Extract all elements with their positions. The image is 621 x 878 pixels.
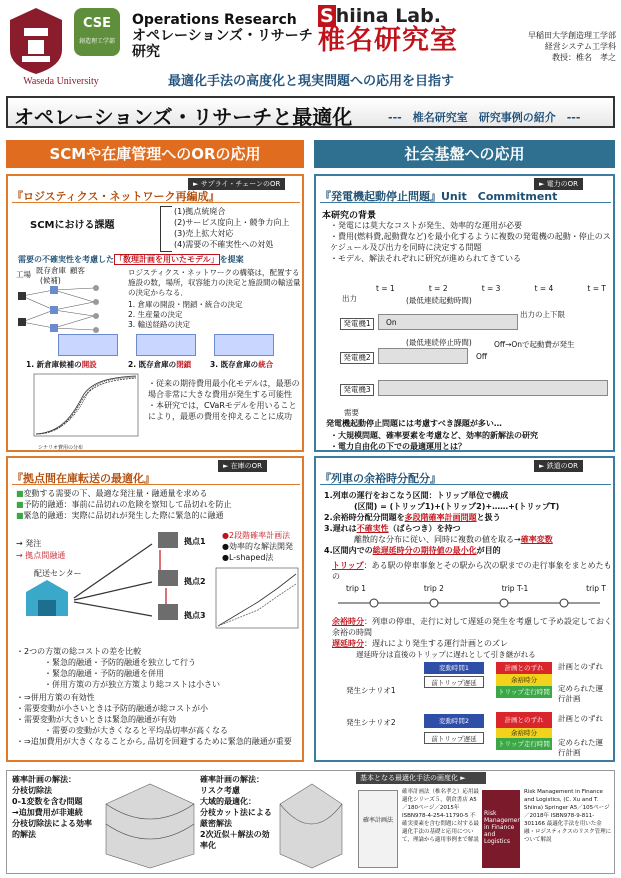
stage-1-diagram <box>58 334 118 356</box>
tt-trip-def-text: ：ある駅の停車事象とその駅から次の駅までの走行事象をまとめたもの <box>332 561 612 581</box>
inventory-compare <box>16 646 302 690</box>
tt-delay-note: 遅延時分は直後のトリップに遅れとして引き継がれる <box>356 650 536 659</box>
tt-key-uncertain: 不確実性 <box>356 524 389 533</box>
bottom-left-2 <box>200 774 272 851</box>
compare-1: ・ 2つの方策の総コストの差を比較 <box>16 646 302 657</box>
lab-en-rest: hiina Lab. <box>335 5 441 27</box>
bl1-head: 確率計画の解法： <box>12 775 76 784</box>
inventory-title: 『拠点間在庫転送の最適化』 <box>12 472 155 485</box>
uc-time-axis <box>376 284 606 294</box>
tt-slack-1: 余裕時分 <box>496 674 552 686</box>
bl2-4: 2次近似＋解法の効率化 <box>200 830 270 850</box>
cost-distribution-graph <box>24 372 142 446</box>
uc-tag: ► 電力のOR <box>534 178 583 190</box>
tt-delay-def <box>332 638 612 649</box>
waseda-label: Waseda University <box>23 76 99 87</box>
logistics-tag-text: サプライ・チェーンのOR <box>200 180 281 188</box>
tt-delay-2-box: 変動時間2 <box>424 714 484 728</box>
tt-delay-text: ：遅れにより発生する運行計画とのズレ <box>364 639 508 648</box>
tt-trip-run-1: トリップ走行時間 <box>496 686 552 698</box>
method-2: ●効率的な解法開発 <box>222 542 293 551</box>
logistics-title: 『ロジスティクス・ネットワーク再編成』 <box>12 190 220 203</box>
bl2-head: 確率計画の解法： <box>200 775 264 784</box>
issue-1: (1)拠点統廃合 <box>174 207 226 216</box>
tt-key-multistage-post: と扱う <box>476 513 501 522</box>
tt-slack-2: 余裕時分 <box>496 728 552 738</box>
tt-slack-text: ：列車の停車、走行に対して遅延の発生を考慮して予め設定しておく余裕の時間 <box>332 617 612 637</box>
tt-plan-gap-label-2: 計画とのずれ <box>558 714 603 723</box>
tt-trip-2: trip 2 <box>423 584 444 593</box>
book-2-info: Risk Management in Finance and Logistics, (C. Xu and T. Shiina) Springer A5／105ページ／2018年 ISBN978-9-811-301166 最適化手法を用いた金融・ロジスティクスのリスク管理について解説 <box>524 789 612 843</box>
uc-output-label: 出力 <box>342 294 357 303</box>
cse-label: CSE <box>82 16 112 31</box>
transfer-arrows <box>72 528 172 622</box>
lab-name-en <box>318 6 508 26</box>
decisions <box>128 300 243 330</box>
network-diagram <box>14 284 114 334</box>
tt-item-2-pre: 2.余裕時分配分問題を <box>324 513 405 522</box>
bl2-3: 分枝カット法による厳密解法 <box>200 808 272 828</box>
tt-item-3 <box>324 523 614 534</box>
uc-summary-1: ・ 大規模問題、確率要素を考慮など、効率的新解法の研究 <box>330 430 538 441</box>
page-title: オペレーションズ・リサーチと最適化 <box>14 105 353 129</box>
left-column-head: SCMや在庫管理へのORの応用 <box>6 140 304 168</box>
or-title-en: Operations Research <box>132 12 297 28</box>
stage-3-text: 3. 既存倉庫の <box>210 360 259 369</box>
decision-1: 1. 倉庫の開設・閉鎖・統合の決定 <box>128 300 243 309</box>
timetable-panel <box>314 456 615 762</box>
result-5: ・ ⇒追加費用が大きくなることから, 品切を回避するために緊急的融通が重要 <box>16 736 302 747</box>
issue-3: (3)売上拡大対応 <box>174 229 234 238</box>
tt-item-1b: (区間) = (トリップ1)+(トリップ2)+……+(トリップT) <box>354 502 560 511</box>
result-2: ・ 需要変動が小さいときは予防的融通が総コストが小 <box>16 703 302 714</box>
logistics-desc: ロジスティクス・ネットワークの構築は，配置する施設の数，場所，収容能力の決定と施設間の輸送量の決定からなる． <box>128 268 301 297</box>
uc-min-up: (最低連続起動時間) <box>406 296 472 305</box>
university-info <box>512 30 616 63</box>
waseda-logo <box>6 6 66 76</box>
distribution-center-label: 配送センター <box>34 569 82 578</box>
uc-time-4: t = 4 <box>534 284 554 293</box>
bl2-1: リスク考慮 <box>200 786 240 795</box>
bl1-1: 分枝切除法 <box>12 786 52 795</box>
tt-items <box>324 490 614 556</box>
tt-item-1: 1.列車の運行をおこなう区間：トリップ単位で構成 <box>324 491 509 500</box>
uc-gen-2-bar <box>378 348 468 364</box>
tt-key-multistage: 多段階確率計画問題 <box>404 513 477 522</box>
inventory-cost-graph <box>208 566 300 636</box>
legend-transfer-text: 拠点間融通 <box>25 551 66 560</box>
uc-gen-3-bar <box>378 380 608 396</box>
legend-transfer: → 拠点間融通 <box>16 551 66 560</box>
stage-1-label <box>26 360 97 370</box>
uc-summary-2: ・ 電力自由化の下での最適運用とは？ <box>330 441 538 452</box>
uc-gen-2: 発電機2 <box>340 352 374 364</box>
right-column-head: 社会基盤への応用 <box>314 140 615 168</box>
tt-prev-delay-2: 前トリップ遅延 <box>424 732 484 744</box>
uc-gen-1-on: On <box>386 318 397 327</box>
tt-prev-delay-1: 前トリップ遅延 <box>424 676 484 688</box>
tt-tag: ► 鉄道のOR <box>534 460 583 472</box>
uc-bg-list <box>330 220 612 264</box>
inventory-methods <box>222 530 293 563</box>
tt-plan-gap-label-1: 計画とのずれ <box>558 662 603 671</box>
inventory-panel <box>6 456 304 762</box>
or-title-jp-2: 研究 <box>132 44 160 60</box>
uc-tag-text: 電力のOR <box>546 180 578 188</box>
result-3: ・ 需要変動が大きいときは緊急的融通が有効 <box>16 714 302 725</box>
uc-min-down: (最低連続停止時間) <box>406 338 472 347</box>
tt-delay-head: 遅延時分 <box>332 639 364 648</box>
stage-2-text: 2. 既存倉庫の <box>128 360 177 369</box>
uc-demand: 需要 <box>344 408 359 417</box>
legend-order-text: 発注 <box>25 539 42 548</box>
bl1-3: →追加費用が非連続 <box>12 808 83 817</box>
tt-item-3b-text: 離散的な分布に従い、同時に複数の値を取る→ <box>354 535 521 544</box>
tt-tag-text: 鉄道のOR <box>546 462 578 470</box>
tt-trip-run-2: トリップ走行時間 <box>496 738 552 750</box>
inventory-bullet-2: ■予防的融通：事前に品切れの危険を察知して品切れを防止 <box>16 500 232 509</box>
uc-gen-1: 発電機1 <box>340 318 374 330</box>
uc-summary-head: 発電機起動停止問題には考慮すべき課題が多い… <box>326 419 502 428</box>
tt-delay-1-box: 変動時間1 <box>424 662 484 674</box>
proposal-pre: 需要の不確実性を考慮した <box>18 255 114 264</box>
compare-2: ・ 緊急的融通・予防的融通を独立して行う <box>16 657 302 668</box>
inventory-rule <box>12 484 300 485</box>
inventory-bullet-1-text: 変動する需要の下、最適な発注量・融通量を求める <box>23 489 208 498</box>
tt-trip-head: トリップ <box>332 561 364 570</box>
uc-off-on: Off→Onで起動費が発生 <box>494 340 575 349</box>
title-right: --- 椎名研究室 研究事例の紹介 --- <box>388 111 581 124</box>
tt-plan-gap-1: 計画とのずれ <box>496 662 552 674</box>
books-head: 基本となる最適化手法の画度化 ► <box>356 772 486 784</box>
or-title-jp-1: オペレーションズ・リサーチ <box>132 28 313 44</box>
or-title <box>132 12 332 60</box>
lab-name-jp: 椎名研究室 <box>318 25 458 56</box>
stage-2-diagram <box>136 334 196 356</box>
result-1: ・ ⇒併用方策の有効性 <box>16 692 302 703</box>
book-2-cover: Risk Management in Finance and Logistics <box>482 790 520 868</box>
unit-commitment-panel <box>314 174 615 452</box>
issue-2: (2)サービス度向上・競争力向上 <box>174 218 290 227</box>
proposal-post: を提案 <box>219 255 244 264</box>
logistics-point-2: ・ 本研究では，CVaRモデルを用いることにより，最悪の費用を抑えることに成功 <box>148 400 300 422</box>
tt-plan-run-label-1: 定められた運行計画 <box>558 684 603 703</box>
proposal <box>18 254 244 265</box>
inventory-bullet-2-text: 予防的融通：事前に品切れの危険を察知して品切れを防止 <box>23 500 232 509</box>
book-1-info: 確率計画法（椎名孝之）応用最適化シリーズ５，朝倉書店 A5／180ページ／2015年 ISBN978-4-254-11790-5 不確実要素を含む問題に対する最適化手法の基礎と応用について，理論から適用事例まで解説 <box>402 789 480 843</box>
uc-bound: 出力の上下限 <box>520 310 565 319</box>
uc-time-1: t = 1 <box>376 284 395 293</box>
compare-4: ・ 併用方策の方が独立方策より総コストは小さい <box>16 679 302 690</box>
legend-order: → 発注 <box>16 539 42 548</box>
tt-trip-line <box>334 596 604 610</box>
inventory-bullets <box>16 488 232 521</box>
uc-bg-3: ・ モデル、解法それぞれに研究が進められてきている <box>330 253 612 264</box>
tt-item-4 <box>324 545 614 556</box>
tt-scenario-2: 発生シナリオ2 <box>346 718 396 727</box>
uc-gen-2-off: Off <box>476 352 488 361</box>
stage-3-key: 統合 <box>258 360 274 369</box>
base-2-label: 拠点2 <box>184 577 206 586</box>
uc-time-2: t = 2 <box>428 284 448 293</box>
uc-rule <box>320 202 611 203</box>
issues-bracket <box>160 206 172 252</box>
base-3-label: 拠点3 <box>184 611 206 620</box>
tt-item-2 <box>324 512 614 523</box>
uc-time-5: t = T <box>587 284 606 293</box>
uc-summary <box>330 430 538 452</box>
compare-3: ・ 緊急的融通・予防的融通を併用 <box>16 668 302 679</box>
tt-title: 『列車の余裕時分配分』 <box>320 472 441 485</box>
univ-line-3: 教授：椎名 孝之 <box>552 53 616 62</box>
method-3: ●L-shaped法 <box>222 553 274 562</box>
uc-bg-2: ・ 費用(燃料費,起動費など)を最小化するように複数の発電機の起動・停止のスケジュール及び出力を同時に決定する問題 <box>330 231 612 253</box>
bl1-2: 0-1変数を含む問題 <box>12 797 83 806</box>
bl1-4: 分枝切除法による効率的解法 <box>12 819 92 839</box>
bottom-left-1 <box>12 774 98 840</box>
issues-list <box>174 206 289 250</box>
issue-4: (4)需要の不確実性への対処 <box>174 240 274 249</box>
scm-label: SCMにおける課題 <box>30 220 115 231</box>
uc-gen-1-bar <box>378 314 518 330</box>
uc-bg-head: 本研究の背景 <box>322 211 377 221</box>
stage-2-key: 閉鎖 <box>176 360 192 369</box>
uc-title: 『発電機起動停止問題』Unit Commitment <box>320 190 558 203</box>
tt-item-3-pre: 3.遅れは <box>324 524 357 533</box>
tt-slack-head: 余裕時分 <box>332 617 364 626</box>
inventory-tag: ► 在庫のOR <box>218 460 267 472</box>
tt-trip-labels <box>346 584 606 594</box>
tt-trip-def <box>332 560 612 582</box>
graph-caption: シナリオ費用の分布 <box>38 445 83 451</box>
stage-1-text: 1. 新倉庫候補の <box>26 360 82 369</box>
surface-plot-2 <box>276 774 346 870</box>
books-head-text: 基本となる最適化手法の画度化 <box>360 774 458 782</box>
surface-plot-1 <box>100 774 200 870</box>
tt-trip-t1: trip T-1 <box>501 584 529 593</box>
logistics-rule <box>12 202 300 203</box>
label-candidate: (候補) <box>40 276 61 285</box>
result-4: ・ 需要の変動が大きくなると平均品切率が高くなる <box>16 725 302 736</box>
tt-scenario-1: 発生シナリオ1 <box>346 686 396 695</box>
page-subtitle: 最適化手法の高度化と現実問題への応用を目指す <box>168 74 455 89</box>
decision-3: 3. 輸送経路の決定 <box>128 320 191 329</box>
lab-logo <box>318 6 508 56</box>
book-1-cover: 確率計画法 <box>358 790 398 868</box>
inventory-results <box>16 692 302 747</box>
stage-3-label <box>210 360 273 370</box>
logistics-panel <box>6 174 304 452</box>
inventory-bullet-1: ■変動する需要の下、最適な発注量・融通量を求める <box>16 489 208 498</box>
bl2-2: 大域的最適化： <box>200 797 256 806</box>
decision-2: 2. 生産量の決定 <box>128 310 183 319</box>
stage-2-label <box>128 360 191 370</box>
stage-1-key: 開設 <box>81 360 97 369</box>
tt-rule <box>320 484 611 485</box>
tt-key-prob: 確率変数 <box>520 535 553 544</box>
uc-time-3: t = 3 <box>481 284 501 293</box>
tt-item-4-pre: 4.区間内での <box>324 546 373 555</box>
label-customer: 顧客 <box>70 266 85 275</box>
method-1: ●2段階確率計画法 <box>222 531 291 540</box>
inventory-bullet-3-text: 緊急的融通：実際に品切れが発生した際に緊急的に融通 <box>23 511 224 520</box>
uc-gen-3: 発電機3 <box>340 384 374 396</box>
univ-line-1: 早稲田大学創造理工学部 <box>528 31 616 40</box>
tt-plan-run-label-2: 定められた運行計画 <box>558 738 603 757</box>
tt-key-uncertain-post: （ばらつき）を持つ <box>388 524 461 533</box>
tt-slack-def <box>332 616 612 638</box>
cse-sub: 創造理工学部 <box>78 38 115 45</box>
base-2-icon <box>158 570 178 586</box>
label-warehouse: 既存倉庫 <box>36 266 66 275</box>
cse-logo <box>72 6 122 58</box>
tt-item-4-post: が目的 <box>476 546 501 555</box>
uc-bg-1: ・ 発電には莫大なコストが発生、効率的な運用が必要 <box>330 220 612 231</box>
tt-trip-t: trip T <box>586 584 606 593</box>
lab-s-mark: S <box>320 5 334 27</box>
logistics-point-1: ・ 従来の期待費用最小化モデルは，最悪の場合非常に大きな費用が発生する可能性 <box>148 378 300 400</box>
stage-3-diagram <box>214 334 274 356</box>
label-factory: 工場 <box>16 270 31 279</box>
tt-item-3b <box>324 534 614 545</box>
inventory-bullet-3: ■緊急的融通：実際に品切れが発生した際に緊急的に融通 <box>16 511 224 520</box>
univ-line-2: 経営システム工学科 <box>544 42 616 51</box>
distribution-center-icon <box>22 578 72 618</box>
base-3-icon <box>158 604 178 620</box>
inventory-tag-text: 在庫のOR <box>230 462 262 470</box>
proposal-key: 「数理計画を用いたモデル」 <box>115 255 219 264</box>
tt-key-objective: 総遅延時分の期待値の最小化 <box>372 546 477 555</box>
logistics-points <box>148 378 300 422</box>
base-1-icon <box>158 532 178 548</box>
logistics-tag: ► サプライ・チェーンのOR <box>188 178 285 190</box>
base-1-label: 拠点1 <box>184 537 206 546</box>
tt-plan-gap-2: 計画とのずれ <box>496 712 552 728</box>
tt-trip-1: trip 1 <box>346 584 367 593</box>
